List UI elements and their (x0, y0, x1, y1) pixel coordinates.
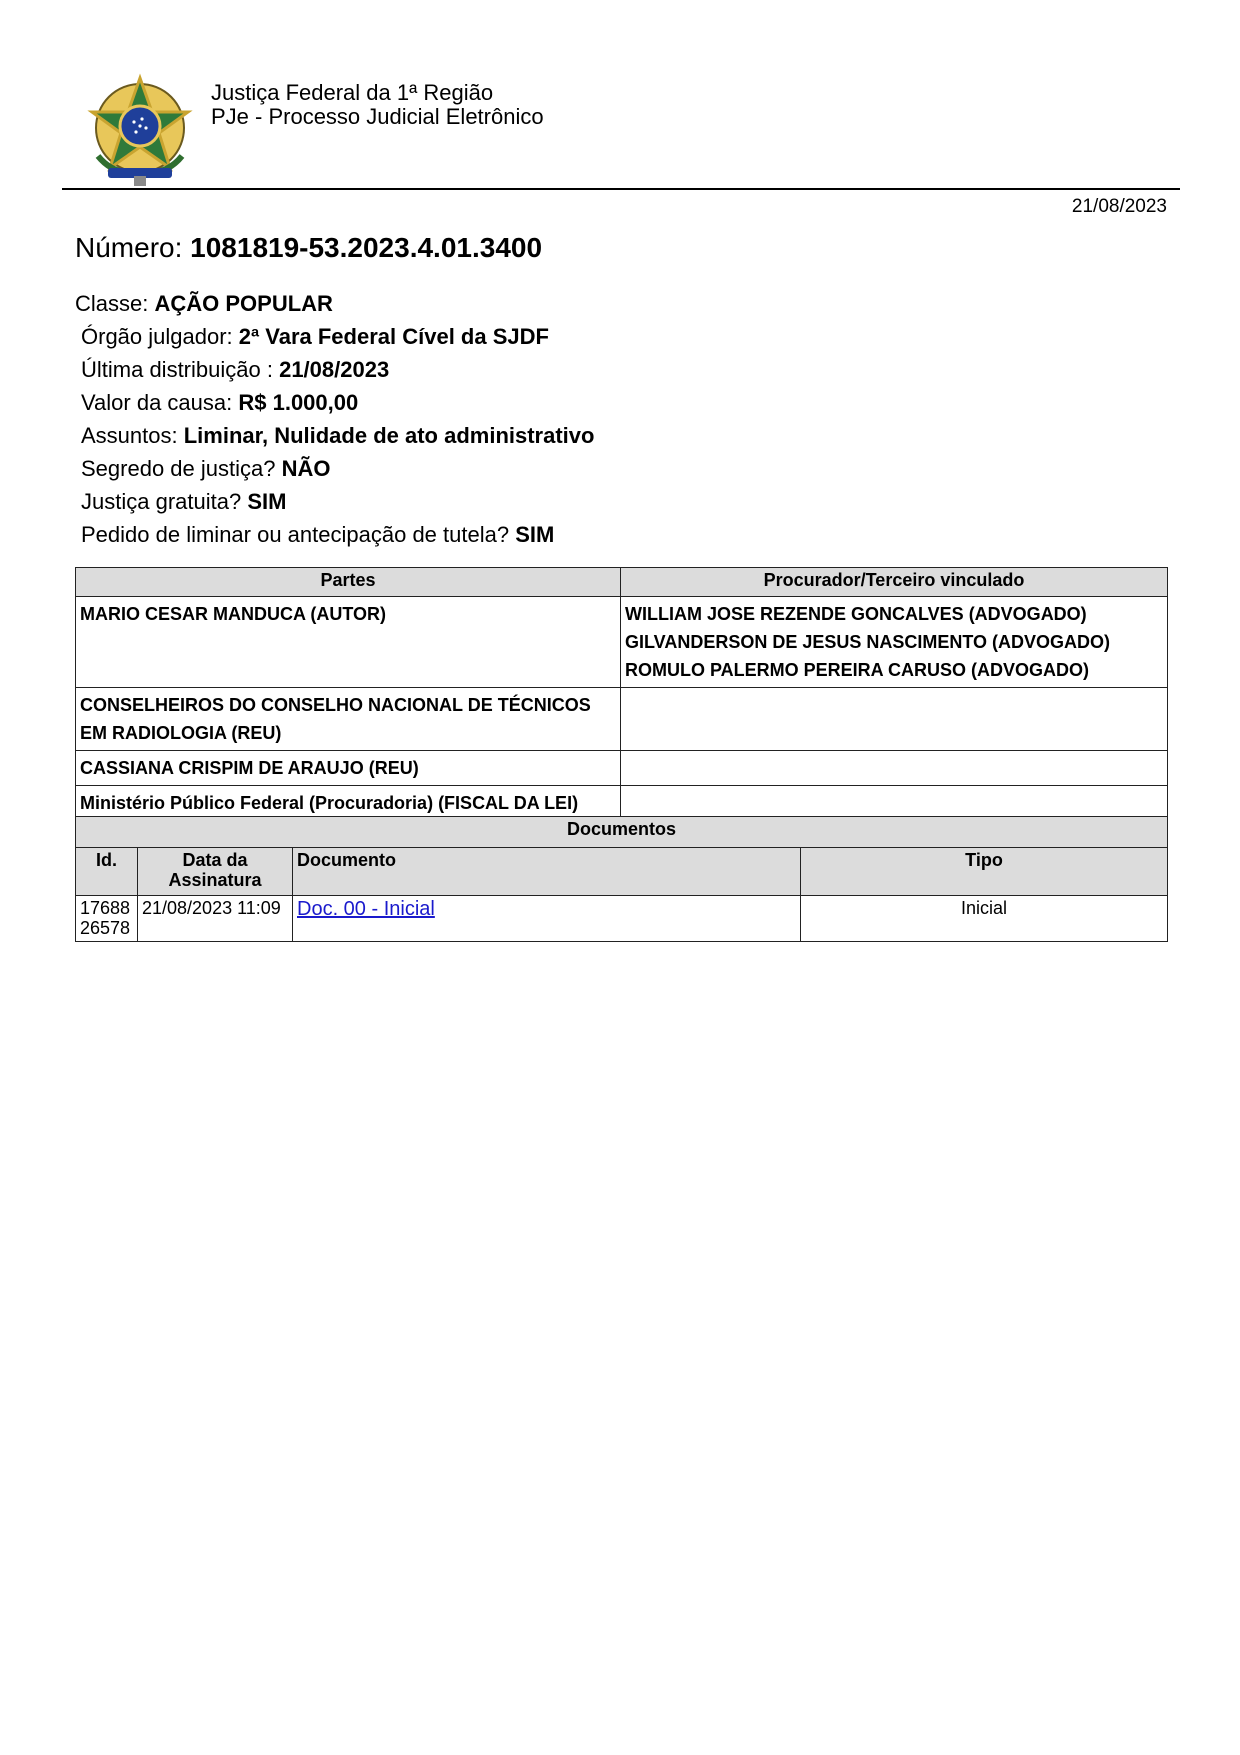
field-label: Órgão julgador: (81, 324, 239, 349)
party-name: Ministério Público Federal (Procuradoria) (FISCAL DA LEI) (80, 793, 579, 813)
party-name: MARIO CESAR MANDUCA (AUTOR) (80, 604, 386, 624)
field-label: Última distribuição : (81, 357, 280, 382)
process-number-value: 1081819-53.2023.4.01.3400 (190, 232, 543, 263)
party-cell (76, 751, 621, 786)
party-name: CASSIANA CRISPIM DE ARAUJO (REU) (80, 758, 419, 778)
print-date: 21/08/2023 (1071, 196, 1167, 217)
party-cell (76, 688, 621, 751)
field-justica-gratuita (81, 489, 286, 515)
field-segredo-justica (81, 456, 330, 482)
representative-name: WILLIAM JOSE REZENDE GONCALVES (ADVOGADO) (625, 604, 1087, 624)
field-value: AÇÃO POPULAR (154, 291, 333, 316)
process-number-label: Número: (75, 232, 191, 263)
document-link[interactable]: Doc. 00 - Inicial (297, 898, 435, 920)
field-label: Assuntos: (81, 423, 184, 448)
column-header-type: Tipo (801, 848, 1168, 896)
documents-title: Documentos (76, 817, 1168, 848)
field-orgao-julgador (81, 324, 549, 350)
table-row (76, 896, 1168, 942)
field-valor-causa (81, 390, 358, 416)
field-label: Classe: (75, 291, 155, 316)
column-header-document: Documento (293, 848, 801, 896)
court-header (211, 81, 544, 129)
document-id-line: 26578 (80, 918, 131, 938)
field-assuntos (81, 423, 594, 449)
table-row (76, 597, 1168, 688)
document-type-cell: Inicial (801, 896, 1168, 942)
parties-header: Partes (76, 568, 621, 597)
representative-name: GILVANDERSON DE JESUS NASCIMENTO (ADVOGADO) (625, 632, 1111, 652)
representatives-header: Procurador/Terceiro vinculado (621, 568, 1168, 597)
field-value: 2ª Vara Federal Cível da SJDF (238, 324, 549, 349)
field-value: SIM (247, 489, 287, 514)
field-label: Pedido de liminar ou antecipação de tutela? (81, 522, 516, 547)
header-divider (62, 188, 1180, 190)
document-name-cell (293, 896, 801, 942)
document-id-line: 17688 (80, 898, 131, 918)
party-name-line: EM RADIOLOGIA (REU) (80, 723, 282, 743)
field-label: Segredo de justiça? (81, 456, 282, 481)
document-id-cell (76, 896, 138, 942)
party-cell (76, 597, 621, 688)
coat-of-arms-brazil-icon (84, 72, 196, 188)
field-pedido-liminar (81, 522, 554, 548)
column-header-date (138, 848, 293, 896)
column-header-date-line: Assinatura (168, 870, 262, 890)
representatives-cell (621, 688, 1168, 751)
field-label: Justiça gratuita? (81, 489, 248, 514)
party-name-line: CONSELHEIROS DO CONSELHO NACIONAL DE TÉCNICOS (80, 695, 591, 715)
column-header-date-line: Data da (182, 850, 248, 870)
representative-name: ROMULO PALERMO PEREIRA CARUSO (ADVOGADO) (625, 660, 1090, 680)
documents-table (75, 816, 1168, 942)
field-label: Valor da causa: (81, 390, 239, 415)
representatives-cell (621, 597, 1168, 688)
field-classe (75, 291, 333, 317)
column-header-id: Id. (76, 848, 138, 896)
field-value: SIM (515, 522, 555, 547)
document-date-cell: 21/08/2023 11:09 (138, 896, 293, 942)
process-number (75, 232, 542, 264)
field-value: Liminar, Nulidade de ato administrativo (183, 423, 595, 448)
representatives-cell (621, 751, 1168, 786)
court-name: Justiça Federal da 1ª Região (211, 80, 494, 105)
field-value: 21/08/2023 (279, 357, 390, 382)
parties-table (75, 567, 1168, 821)
table-row (76, 751, 1168, 786)
table-row (76, 688, 1168, 751)
system-name: PJe - Processo Judicial Eletrônico (211, 104, 544, 129)
field-value: NÃO (281, 456, 331, 481)
field-value: R$ 1.000,00 (238, 390, 359, 415)
field-ultima-distribuicao (81, 357, 389, 383)
